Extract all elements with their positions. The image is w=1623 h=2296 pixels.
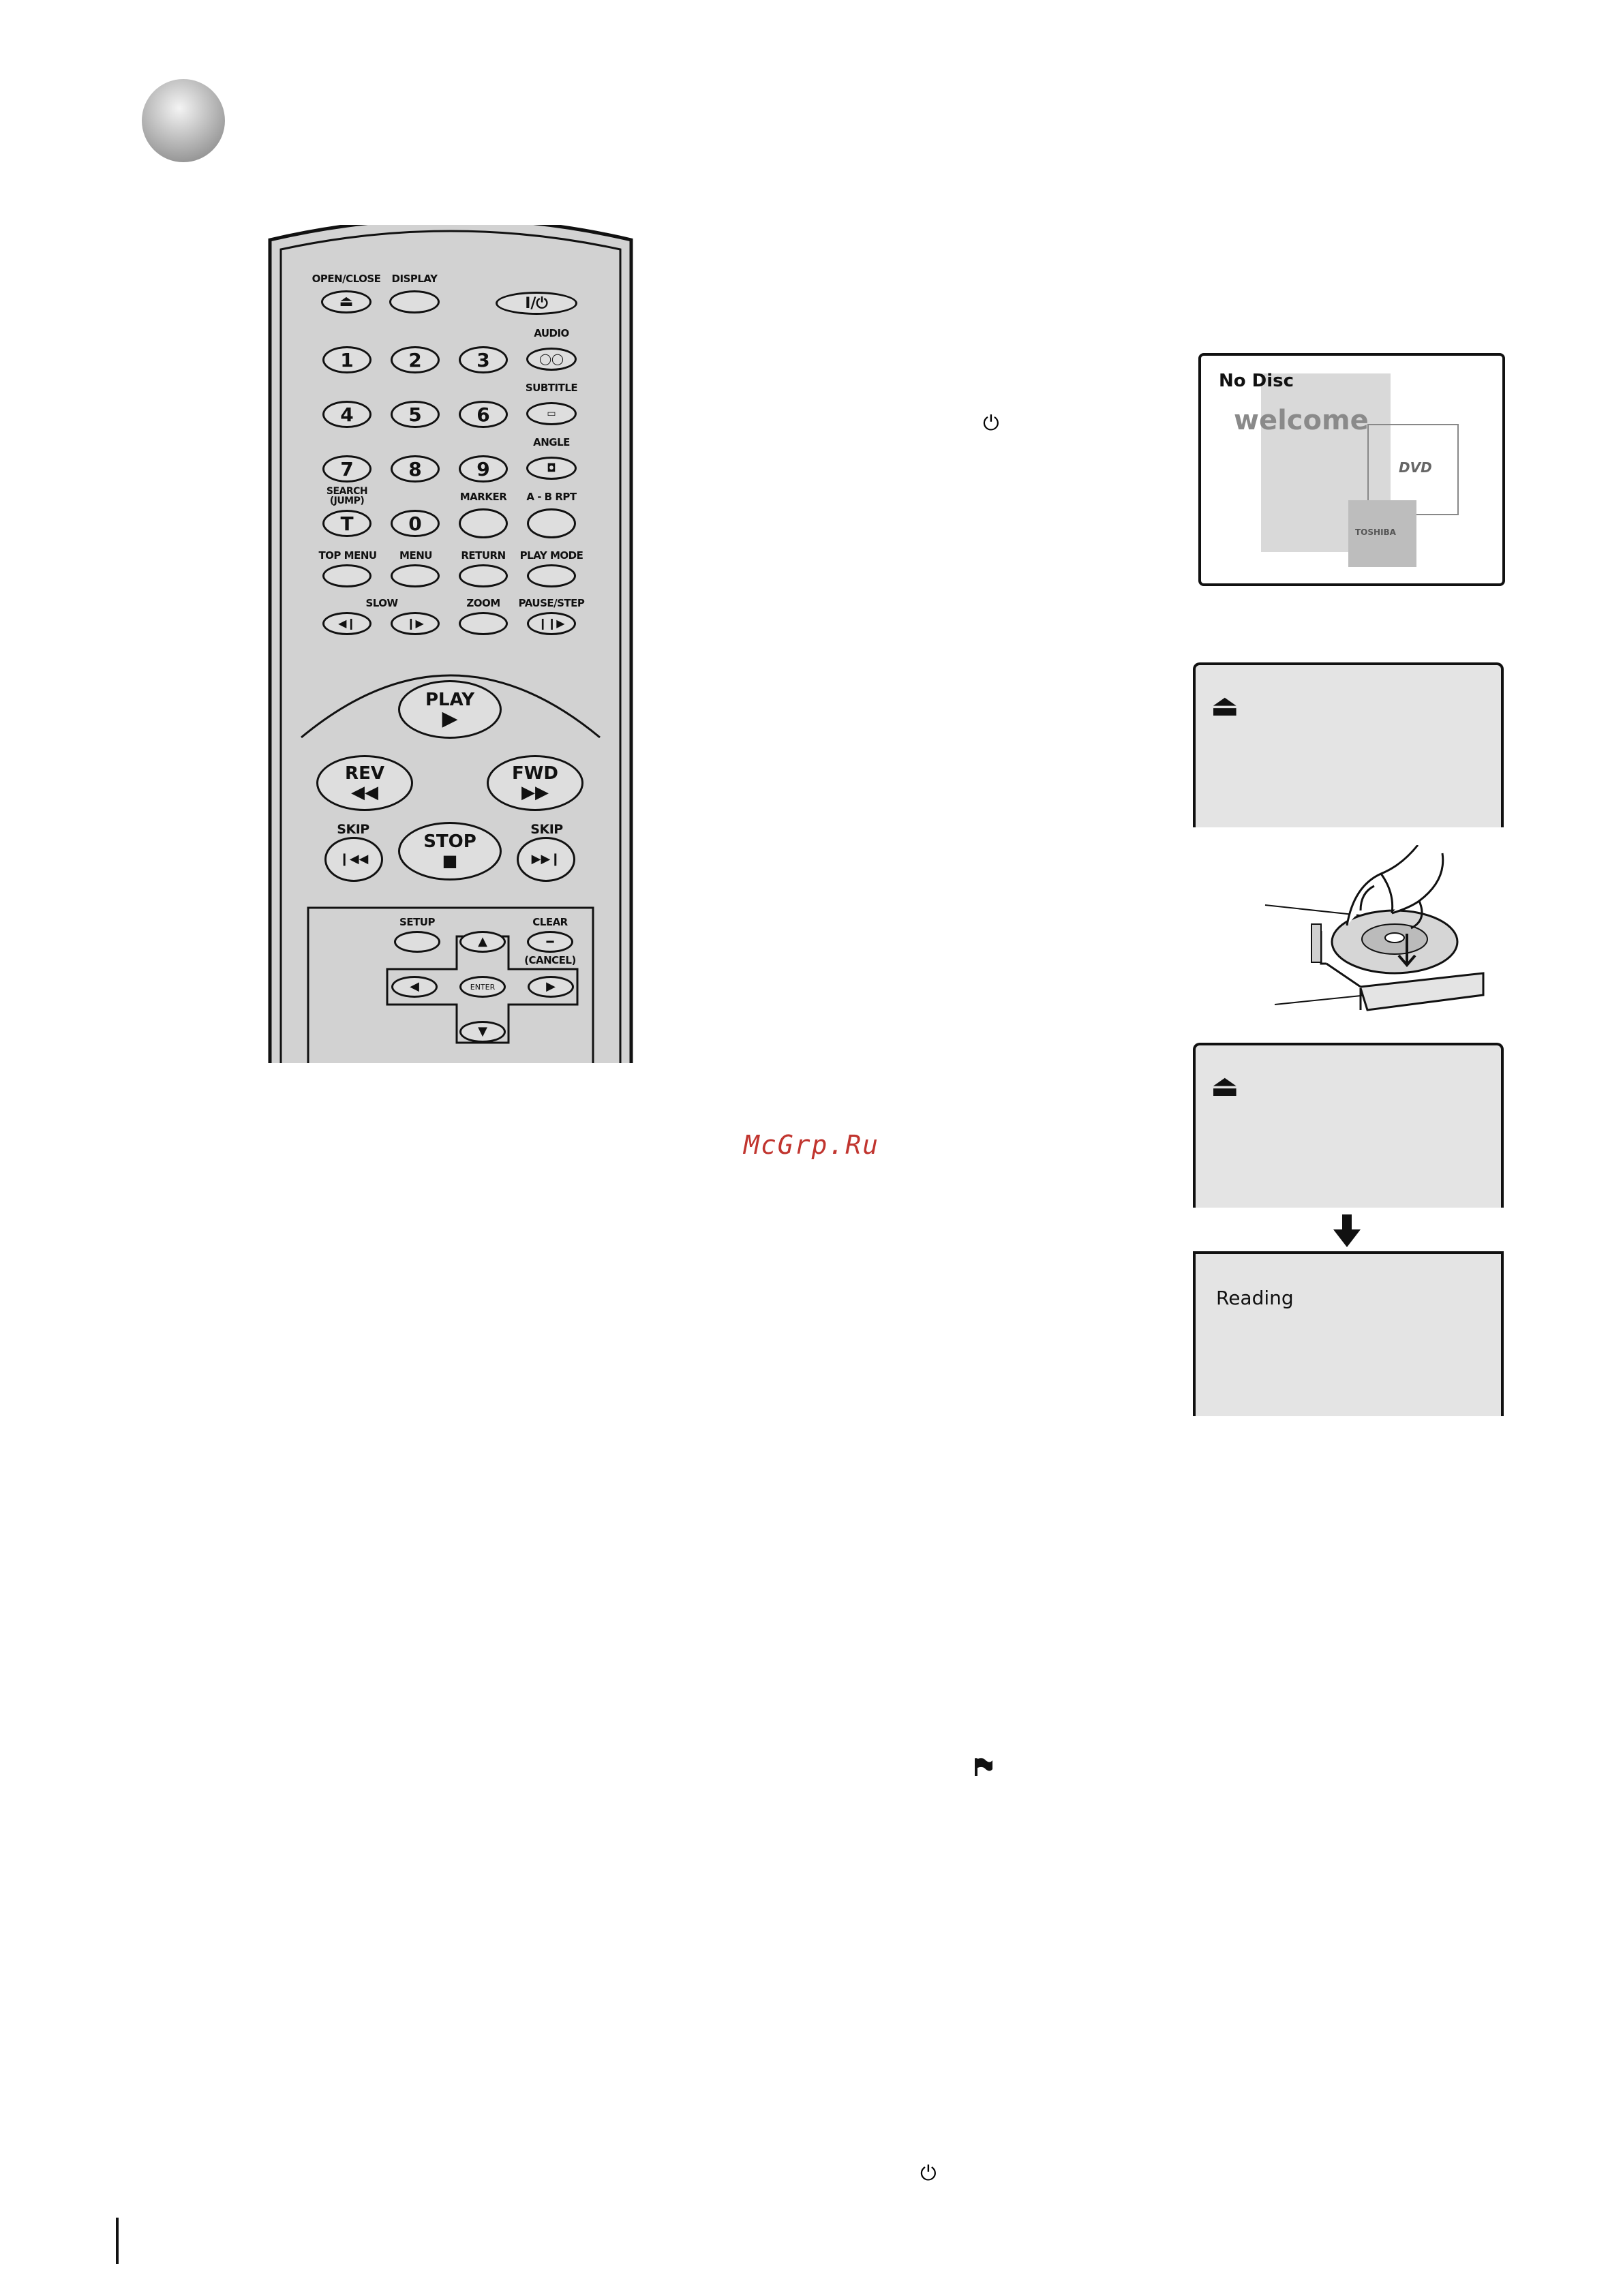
digit-7-button[interactable]: 7	[322, 455, 371, 483]
play-mode-button[interactable]	[527, 564, 576, 587]
stop-icon: ■	[442, 851, 458, 870]
slow-forward-button[interactable]	[391, 612, 440, 635]
dvd-logo: DVD	[1399, 459, 1432, 476]
slow-reverse-icon: ◀❙	[338, 617, 356, 630]
digit-5-button[interactable]: 5	[391, 401, 440, 428]
left-arrow-icon: ◀	[410, 979, 419, 994]
audio-button[interactable]	[526, 348, 577, 371]
play-icon: ▶	[442, 707, 458, 731]
fwd-label: FWD	[511, 763, 559, 784]
reading-screen	[1193, 1251, 1504, 1416]
top-menu-label: TOP MENU	[318, 549, 377, 562]
rev-label: REV	[345, 763, 384, 784]
slow-label: SLOW	[365, 597, 398, 609]
welcome-screen	[1198, 353, 1505, 586]
page-edge-line	[116, 2218, 119, 2264]
brand-logo: TOSHIBA	[1355, 527, 1396, 537]
ab-rpt-label: A - B RPT	[526, 491, 577, 503]
subtitle-button[interactable]	[526, 402, 577, 425]
remote-control	[267, 225, 634, 1063]
digit-2-button[interactable]: 2	[391, 346, 440, 373]
angle-button[interactable]	[526, 457, 577, 480]
pause-step-label: PAUSE/STEP	[518, 597, 585, 609]
left-button[interactable]	[391, 976, 438, 998]
skip-back-button[interactable]	[324, 837, 383, 882]
minus-icon: ━	[546, 934, 554, 949]
menu-button[interactable]	[391, 564, 440, 587]
audio-label: AUDIO	[534, 327, 569, 339]
play-mode-label: PLAY MODE	[519, 549, 583, 562]
digit-6-button[interactable]: 6	[459, 401, 508, 428]
down-button[interactable]	[459, 1021, 506, 1043]
watermark: McGrp.Ru	[743, 1130, 880, 1160]
return-label: RETURN	[461, 549, 506, 562]
setup-button[interactable]	[394, 931, 440, 953]
return-button[interactable]	[459, 564, 508, 587]
play-button[interactable]	[398, 680, 502, 739]
skip-back-icon: ❙◀◀	[339, 852, 369, 866]
fwd-button[interactable]	[487, 755, 583, 811]
skip-back-label: SKIP	[337, 822, 369, 837]
setup-label: SETUP	[399, 916, 435, 928]
slow-reverse-button[interactable]	[322, 612, 371, 635]
stop-label: STOP	[423, 831, 476, 852]
tray-open-screen-1	[1193, 662, 1504, 827]
menu-label: MENU	[399, 549, 432, 562]
digit-0-button[interactable]: 0	[391, 510, 440, 537]
cancel-label: (CANCEL)	[524, 954, 576, 966]
skip-forward-button[interactable]	[517, 837, 575, 882]
arrow-down-icon	[1332, 1214, 1362, 1249]
angle-label: ANGLE	[533, 436, 570, 448]
subtitle-label: SUBTITLE	[525, 382, 578, 394]
remote-body	[267, 225, 634, 1063]
open-close-label: OPEN/CLOSE	[312, 273, 381, 285]
rev-button[interactable]	[316, 755, 413, 811]
zoom-label: ZOOM	[466, 597, 500, 609]
skip-forward-label: SKIP	[530, 822, 563, 837]
digit-1-button[interactable]: 1	[322, 346, 371, 373]
marker-label: MARKER	[459, 491, 507, 503]
marker-flag-icon	[973, 1757, 994, 1777]
zoom-button[interactable]	[459, 612, 508, 635]
power-icon: ⏻	[920, 2162, 937, 2186]
right-arrow-icon: ▶	[546, 979, 556, 994]
welcome-text: welcome	[1234, 405, 1369, 436]
up-arrow-icon: ▲	[478, 934, 487, 949]
top-menu-button[interactable]	[322, 564, 371, 587]
display-label: DISPLAY	[391, 273, 438, 285]
pause-step-icon: ❙❙▶	[538, 617, 565, 630]
up-button[interactable]	[459, 931, 506, 953]
no-disc-text: No Disc	[1219, 371, 1294, 391]
digit-3-button[interactable]: 3	[459, 346, 508, 373]
slow-forward-icon: ❙▶	[406, 617, 424, 630]
rewind-icon: ◀◀	[351, 782, 378, 803]
enter-button[interactable]: ENTER	[459, 976, 506, 998]
right-button[interactable]	[528, 976, 574, 998]
power-icon: ⏻	[983, 412, 999, 435]
eject-icon: ⏏	[339, 293, 354, 310]
power-button[interactable]: I/⏻	[496, 292, 577, 315]
ab-rpt-button[interactable]	[527, 508, 576, 538]
marker-button[interactable]	[459, 508, 508, 538]
subtitle-icon: ▭	[547, 408, 556, 419]
eject-icon: ⏏	[1211, 1069, 1239, 1103]
play-label: PLAY	[425, 690, 475, 710]
pause-step-button[interactable]	[527, 612, 576, 635]
stop-button[interactable]	[398, 822, 502, 881]
skip-forward-icon: ▶▶❙	[531, 852, 561, 866]
search-jump-button[interactable]: T	[322, 510, 371, 537]
clear-button[interactable]	[527, 931, 573, 953]
search-jump-label: SEARCH (JUMP)	[326, 486, 368, 506]
fast-forward-icon: ▶▶	[521, 782, 549, 803]
eject-icon: ⏏	[1211, 688, 1239, 723]
section-bullet	[142, 79, 225, 162]
digit-4-button[interactable]: 4	[322, 401, 371, 428]
digit-9-button[interactable]: 9	[459, 455, 508, 483]
camera-icon: ◘	[547, 461, 556, 474]
disc-loading-illustration	[1258, 845, 1490, 1022]
open-close-button[interactable]	[321, 290, 371, 313]
audio-icon: ◯◯	[539, 352, 564, 365]
tray-open-screen-2	[1193, 1043, 1504, 1208]
clear-label: CLEAR	[532, 916, 568, 928]
digit-8-button[interactable]: 8	[391, 455, 440, 483]
reading-text: Reading	[1216, 1287, 1294, 1309]
down-arrow-icon: ▼	[478, 1024, 487, 1039]
display-button[interactable]	[389, 290, 440, 313]
